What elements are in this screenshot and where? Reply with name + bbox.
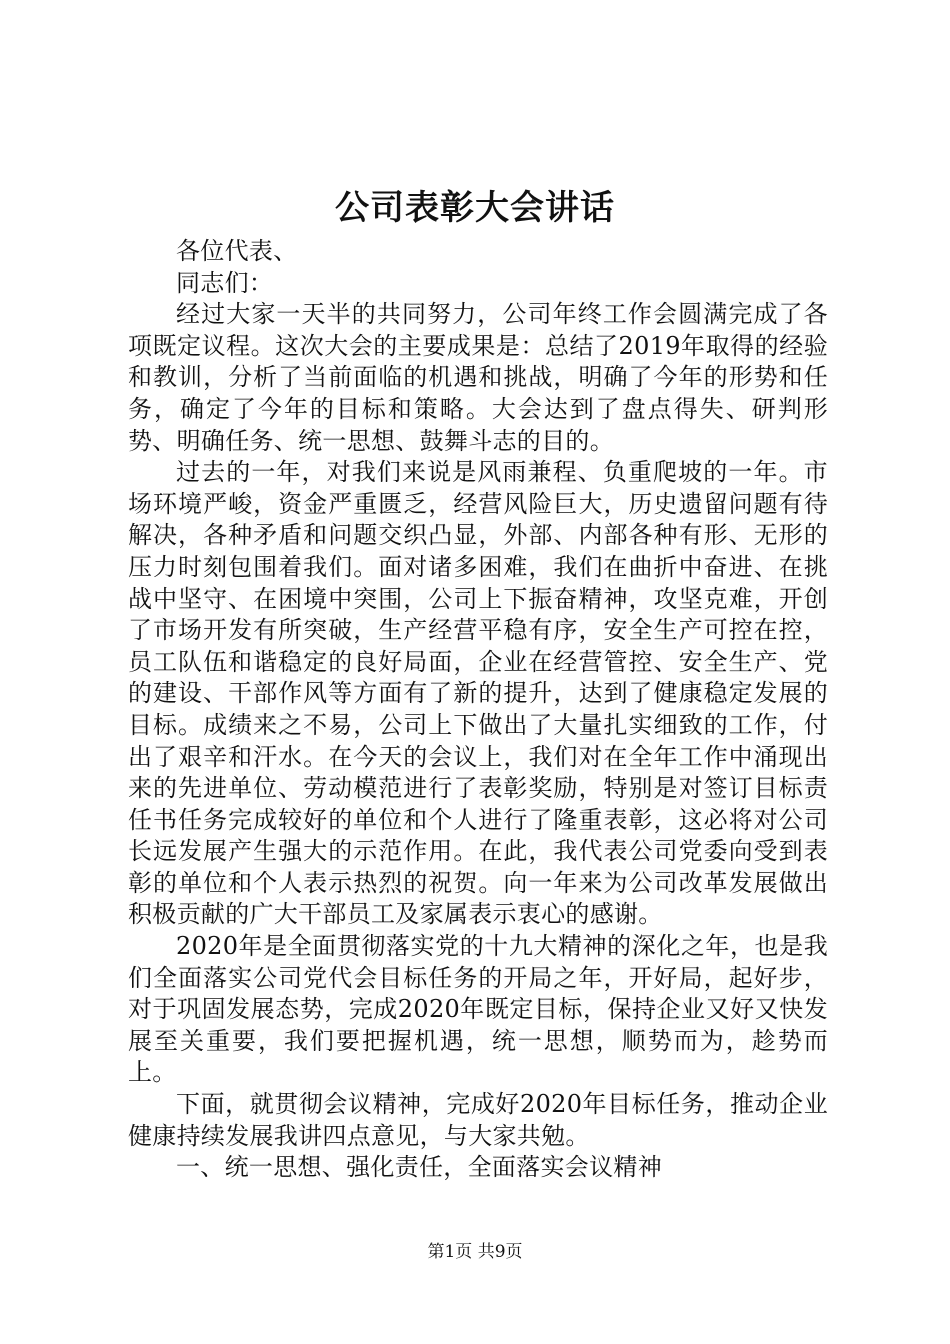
body-paragraph: 2020年是全面贯彻落实党的十九大精神的深化之年，也是我们全面落实公司党代会目标任务的开局之年，开好局，起好步，对于巩固发展态势，完成2020年既定目标，保持企业又好又快发展至关重要，我们要把握机遇，统一思想，顺势而为，趁势而上。 [128, 932, 828, 1087]
body-paragraph: 过去的一年，对我们来说是风雨兼程、负重爬坡的一年。市场环境严峻，资金严重匮乏，经营风险巨大，历史遗留问题有待解决，各种矛盾和问题交织凸显，外部、内部各种有形、无形的压力时刻包围着我们。面对诸多困难，我们在曲折中奋进、在挑战中坚守、在困境中突围，公司上下振奋精神，攻坚克难，开创了市场开发有所突破，生产经营平稳有序，安全生产可控在控，员工队伍和谐稳定的良好局面，企业在经营管控、安全生产、党的建设、干部作风等方面有了新的提升，达到了健康稳定发展的目标。成绩来之不易，公司上下做出了大量扎实细致的工作，付出了艰辛和汗水。在今天的会议上，我们对在全年工作中涌现出来的先进单位、劳动模范进行了表彰奖励，特别是对签订目标责任书任务完成较好的单位和个人进行了隆重表彰，这必将对公司长远发展产生强大的示范作用。在此，我代表公司党委向受到表彰的单位和个人表示热烈的祝贺。向一年来为公司改革发展做出积极贡献的广大干部员工及家属表示衷心的感谢。 [128, 458, 828, 929]
page-footer: 第1页 共9页 [427, 1242, 523, 1262]
salutation-line: 同志们： [176, 268, 274, 297]
section-heading: 一、统一思想、强化责任，全面落实会议精神 [176, 1153, 662, 1182]
body-paragraph: 经过大家一天半的共同努力，公司年终工作会圆满完成了各项既定议程。这次大会的主要成果是：总结了2019年取得的经验和教训，分析了当前面临的机遇和挑战，明确了今年的形势和任务，确定了今年的目标和策略。大会达到了盘点得失、研判形势、明确任务、统一思想、鼓舞斗志的目的。 [128, 300, 828, 455]
document-body [128, 236, 828, 1184]
body-paragraph: 下面，就贯彻会议精神，完成好2020年目标任务，推动企业健康持续发展我讲四点意见，与大家共勉。 [128, 1090, 828, 1150]
salutation-line: 各位代表、 [176, 237, 298, 265]
document-title: 公司表彰大会讲话 [335, 188, 615, 228]
